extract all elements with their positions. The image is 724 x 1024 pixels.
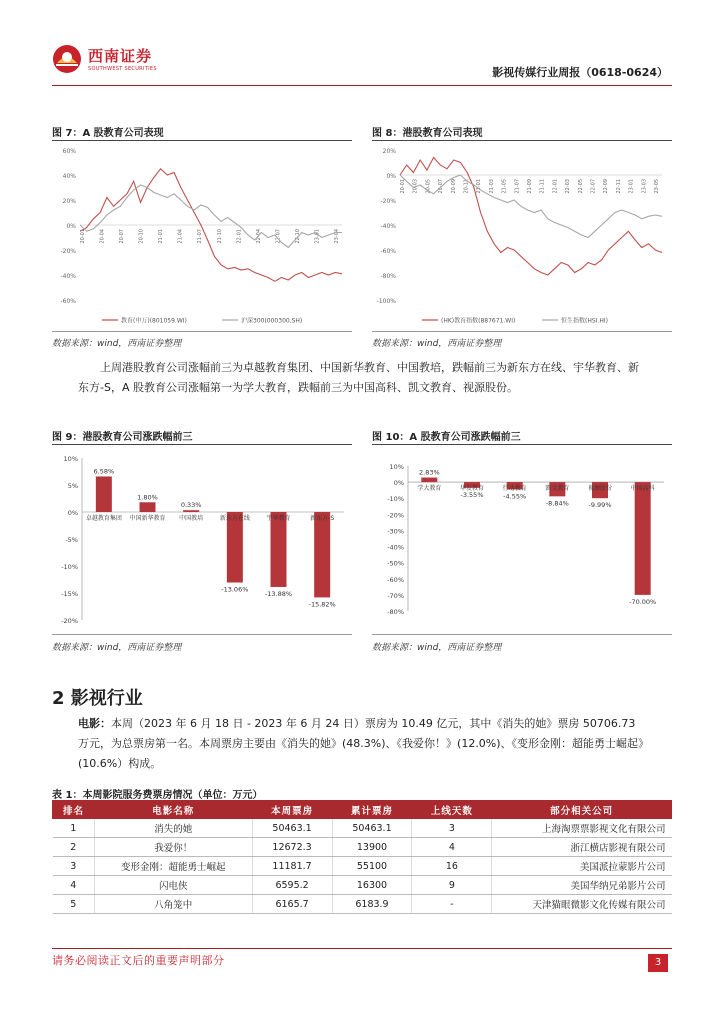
bar <box>314 512 330 597</box>
x-tick-label: 22-09 <box>603 179 610 194</box>
table-row <box>53 838 672 857</box>
y-tick-label: -100% <box>376 298 396 305</box>
y-tick-label: -30% <box>387 527 404 536</box>
fig9-bar-chart <box>52 446 352 632</box>
x-tick-label: 21-11 <box>539 179 546 194</box>
x-tick-label: 21-01 <box>476 179 483 194</box>
bar <box>271 512 287 587</box>
days-cell: 16 <box>412 857 492 876</box>
weekly-cell: 12672.3 <box>252 838 332 857</box>
x-tick-label: 20-03 <box>412 179 419 194</box>
x-tick-label: 22-01 <box>552 179 559 194</box>
y-tick-label: -60% <box>60 298 76 305</box>
y-tick-label: 0% <box>386 173 396 180</box>
movie-cell: 消失的她 <box>94 819 252 838</box>
company-logo <box>52 44 192 78</box>
rank-cell: 5 <box>53 895 95 914</box>
x-tick-label: 22-07 <box>590 179 597 194</box>
bar-data-label: 0.33% <box>180 501 202 510</box>
x-tick-label: 20-09 <box>450 179 457 194</box>
table-row <box>53 876 672 895</box>
x-tick-label: 22-05 <box>577 179 584 194</box>
x-tick-label: 23-04 <box>334 229 340 244</box>
x-tick-label: 21-07 <box>197 229 204 244</box>
y-tick-label: -50% <box>387 559 404 568</box>
weekly-cell: 11181.7 <box>252 857 332 876</box>
weekly-cell: 50463.1 <box>252 819 332 838</box>
y-tick-label: 10% <box>63 455 78 463</box>
x-tick-label: 21-10 <box>216 229 223 244</box>
footer-notice: 请务必阅读正文后的重要声明部分 <box>52 954 225 967</box>
fig10-source: 数据来源：wind，西南证券整理 <box>372 643 502 653</box>
y-tick-label: -20% <box>60 248 76 255</box>
col-movie-header: 电影名称 <box>94 801 252 819</box>
x-tick-label: 22-07 <box>275 229 282 244</box>
film-lead-label: 电影： <box>78 717 111 730</box>
x-tick-label: 22-03 <box>565 179 572 194</box>
fig8-title: 图 8：港股教育公司表现 <box>372 128 483 139</box>
days-cell: - <box>412 895 492 914</box>
company-cell: 浙江横店影视有限公司 <box>492 838 672 857</box>
x-tick-label: 21-03 <box>488 179 495 194</box>
bar-data-label: -4.55% <box>503 492 527 501</box>
y-tick-label: 60% <box>62 148 76 155</box>
rank-cell: 4 <box>53 876 95 895</box>
weekly-cell: 6165.7 <box>252 895 332 914</box>
rank-cell: 3 <box>53 857 95 876</box>
y-tick-label: -15% <box>61 590 78 598</box>
table-row <box>53 819 672 838</box>
fig7-title: 图 7：A 股教育公司表现 <box>52 128 164 139</box>
days-cell: 9 <box>412 876 492 895</box>
company-cell: 天津猫眼微影文化传媒有限公司 <box>492 895 672 914</box>
footer-rule <box>52 948 672 949</box>
fig8-top-rule <box>372 140 672 141</box>
bar-data-label: -70.00% <box>629 597 657 606</box>
table-row <box>53 857 672 876</box>
table-header-row <box>53 801 672 819</box>
x-tick-label: 20-07 <box>438 179 445 194</box>
education-summary-paragraph: 上周港股教育公司涨幅前三为卓越教育集团、中国新华教育、中国教培，跌幅前三为新东方在线、宇华教育、新东方-S，A 股教育公司涨幅第一为学大教育，跌幅前三为中国高科、凯文教育、视源股份。 <box>78 361 639 394</box>
y-tick-label: 5% <box>67 482 78 490</box>
legend-label: 沪深300(000300.SH) <box>241 317 303 325</box>
y-tick-label: -5% <box>65 536 78 544</box>
bar <box>635 482 651 595</box>
logo-text-cn: 西南证券 <box>88 47 153 65</box>
category-label: 中国高科 <box>630 485 655 493</box>
category-label: 行动教育 <box>502 485 527 493</box>
bar <box>421 478 437 483</box>
fig9-top-rule <box>52 444 352 445</box>
movie-cell: 我爱你！ <box>94 838 252 857</box>
fig9-source: 数据来源：wind，西南证券整理 <box>52 643 182 653</box>
x-tick-label: 20-04 <box>99 229 106 244</box>
section-title: 2 影视行业 <box>52 688 143 709</box>
bar-data-label: -3.55% <box>460 490 484 499</box>
bar <box>96 476 112 512</box>
x-tick-label: 22-11 <box>615 179 622 194</box>
bar-data-label: -13.88% <box>264 589 293 598</box>
bar-data-label: 6.58% <box>93 467 115 476</box>
y-tick-label: -20% <box>61 617 78 625</box>
bar <box>183 510 199 512</box>
col-company-header: 部分相关公司 <box>492 801 672 819</box>
x-tick-label: 21-07 <box>514 179 521 194</box>
category-label: 中国教培 <box>179 515 204 522</box>
total-cell: 13900 <box>332 838 412 857</box>
category-label: 中国新华教育 <box>129 515 166 522</box>
y-tick-label: -10% <box>387 495 404 504</box>
x-tick-label: 23-01 <box>628 179 635 194</box>
y-tick-label: -70% <box>387 591 404 600</box>
y-tick-label: -80% <box>380 273 396 280</box>
y-tick-label: -40% <box>380 223 396 230</box>
fig9-title: 图 9：港股教育公司涨跌幅前三 <box>52 432 193 443</box>
x-tick-label: 22-01 <box>236 229 243 244</box>
x-tick-label: 22-04 <box>255 229 262 244</box>
bar <box>140 502 156 512</box>
x-tick-label: 20-05 <box>425 179 432 194</box>
total-cell: 55100 <box>332 857 412 876</box>
y-tick-label: -20% <box>387 511 404 520</box>
total-cell: 50463.1 <box>332 819 412 838</box>
logo-text-en: SOUTHWEST SECURITIES <box>88 66 157 72</box>
table-row <box>53 895 672 914</box>
y-tick-label: 0% <box>393 479 404 488</box>
fig7-line-chart <box>52 142 352 330</box>
total-cell: 16300 <box>332 876 412 895</box>
y-tick-label: -10% <box>61 563 78 571</box>
bar-data-label: 2.83% <box>419 468 440 477</box>
rank-cell: 1 <box>53 819 95 838</box>
y-tick-label: 10% <box>389 463 404 471</box>
y-tick-label: 0% <box>67 509 78 517</box>
x-tick-label: 20-07 <box>119 229 126 244</box>
x-tick-label: 21-04 <box>177 229 184 244</box>
fig7-top-rule <box>52 140 352 141</box>
y-tick-label: -80% <box>387 608 404 616</box>
movie-cell: 八角笼中 <box>94 895 252 914</box>
box-office-table <box>52 800 672 914</box>
weekly-cell: 6595.2 <box>252 876 332 895</box>
page-number: 3 <box>648 954 668 972</box>
logo-emblem-icon <box>52 44 82 74</box>
category-label: 视源股份 <box>587 485 613 493</box>
company-cell: 美国华纳兄弟影片公司 <box>492 876 672 895</box>
x-tick-label: 21-09 <box>527 179 533 194</box>
y-tick-label: 20% <box>382 148 396 155</box>
category-label: 新东方在线 <box>219 515 250 522</box>
fig7-bottom-rule <box>52 331 352 332</box>
fig10-bar-chart <box>372 446 672 632</box>
y-tick-label: 0% <box>66 223 76 230</box>
bar-data-label: -9.99% <box>588 501 612 510</box>
x-tick-label: 23-03 <box>641 179 648 194</box>
movie-cell: 变形金刚：超能勇士崛起 <box>94 857 252 876</box>
rank-cell: 2 <box>53 838 95 857</box>
y-tick-label: 40% <box>62 173 76 180</box>
col-rank-header: 排名 <box>53 801 95 819</box>
col-weekly-header: 本周票房 <box>252 801 332 819</box>
film-summary-text: 本周（2023 年 6 月 18 日 - 2023 年 6 月 24 日）票房为 10.49 亿元，其中《消失的她》票房 50706.73 万元，为总票房第一名。本周票房主要由《消失的她》(48.3%)、《我爱你！》(12.0%)、《变形金刚：超能勇士崛起》(10.6%）构成。 <box>78 717 644 770</box>
legend-label: (HK)教育指数(887671.WI) <box>441 317 516 325</box>
y-tick-label: 20% <box>62 198 76 205</box>
x-tick-label: 20-11 <box>463 179 470 194</box>
company-cell: 美国派拉蒙影片公司 <box>492 857 672 876</box>
category-label: 学大教育 <box>417 485 442 493</box>
fig10-title: 图 10：A 股教育公司涨跌幅前三 <box>372 432 521 443</box>
x-tick-label: 23-05 <box>654 179 660 194</box>
x-tick-label: 21-05 <box>501 179 508 194</box>
category-label: 卓越教育集团 <box>85 515 122 522</box>
bar <box>227 512 243 583</box>
days-cell: 4 <box>412 838 492 857</box>
category-label: 宇华教育 <box>266 515 291 522</box>
x-tick-label: 23-01 <box>314 229 321 244</box>
days-cell: 3 <box>412 819 492 838</box>
movie-cell: 闪电侠 <box>94 876 252 895</box>
x-tick-label: 22-10 <box>294 229 301 244</box>
x-tick-label: 20-01 <box>400 179 406 194</box>
film-summary-paragraph <box>78 714 648 774</box>
fig8-bottom-rule <box>372 331 672 332</box>
total-cell: 6183.9 <box>332 895 412 914</box>
y-tick-label: -40% <box>60 273 76 280</box>
category-label: 新东方-S <box>310 515 335 522</box>
category-label: 凯文教育 <box>545 485 570 493</box>
legend-label: 教育(申万)(801059.WI) <box>121 317 187 325</box>
y-tick-label: -20% <box>380 198 396 205</box>
bar-data-label: -13.06% <box>221 585 249 594</box>
report-title: 影视传媒行业周报（0618-0624） <box>492 66 668 79</box>
category-label: 华发教育 <box>459 485 485 493</box>
fig9-bottom-rule <box>52 634 352 635</box>
bar-data-label: -8.84% <box>545 499 569 508</box>
bar-data-label: -15.82% <box>308 600 336 609</box>
bar-data-label: 1.80% <box>137 493 158 502</box>
fig8-line-chart <box>372 142 672 330</box>
company-cell: 上海淘票票影视文化有限公司 <box>492 819 672 838</box>
table-title: 表 1：本周影院服务费票房情况（单位：万元） <box>52 790 263 801</box>
col-total-header: 累计票房 <box>332 801 412 819</box>
x-tick-label: 20-01 <box>80 229 86 244</box>
fig8-source: 数据来源：wind，西南证券整理 <box>372 339 502 349</box>
legend-label: 恒生指数(HSI.HI) <box>561 317 608 325</box>
y-tick-label: -60% <box>380 248 396 255</box>
col-days-header: 上线天数 <box>412 801 492 819</box>
x-tick-label: 21-01 <box>158 229 165 244</box>
page-header <box>52 40 672 86</box>
fig10-top-rule <box>372 444 672 445</box>
fig10-bottom-rule <box>372 634 672 635</box>
y-tick-label: -60% <box>387 575 404 584</box>
fig7-source: 数据来源：wind，西南证券整理 <box>52 339 182 349</box>
y-tick-label: -40% <box>387 543 404 552</box>
x-tick-label: 20-10 <box>138 229 145 244</box>
